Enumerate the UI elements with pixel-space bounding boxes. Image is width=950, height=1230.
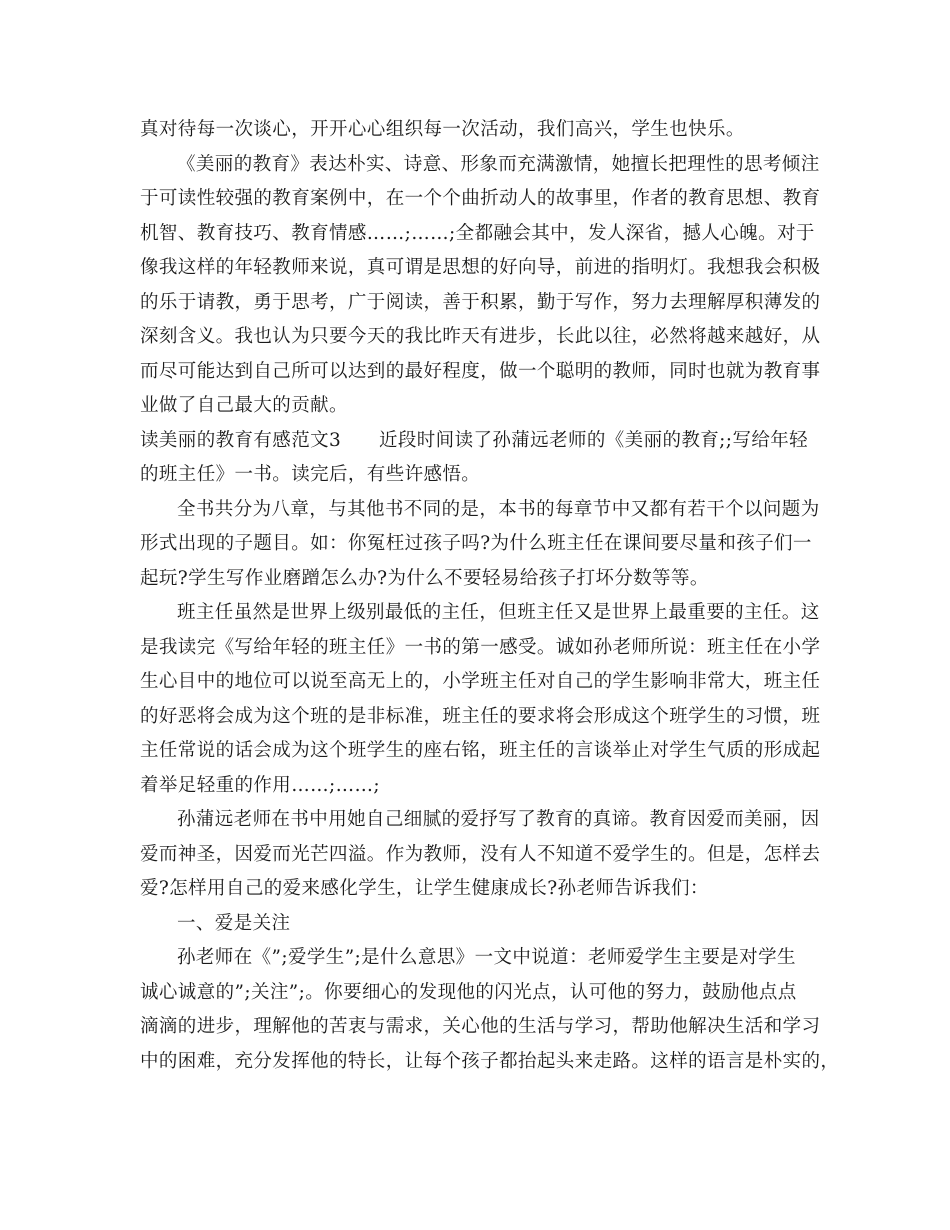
- text-line: 诚心诚意的”;关注”;。你要细心的发现他的闪光点，认可他的努力，鼓励他点点: [140, 981, 797, 1003]
- text-line: 主任常说的话会成为这个班学生的座右铭，班主任的言谈举止对学生气质的形成起: [140, 740, 821, 761]
- text-line: 起玩?学生写作业磨蹭怎么办?为什么不要轻易给孩子打坏分数等等。: [140, 567, 709, 589]
- text-line: 全书共分为八章，与其他书不同的是，本书的每章节中又都有若干个以问题为: [177, 498, 820, 520]
- document-body: [140, 113, 840, 1079]
- text-line: 一、爱是关注: [177, 912, 291, 934]
- text-line: 孙老师在《”;爱学生”;是什么意思》一文中说道：老师爱学生主要是对学生: [177, 947, 796, 968]
- text-line: 滴滴的进步，理解他的苦衷与需求，关心他的生活与学习，帮助他解决生活和学习: [140, 1016, 821, 1037]
- text-line: 着举足轻重的作用……;……;: [140, 774, 381, 796]
- text-line: 《美丽的教育》表达朴实、诗意、形象而充满激情，她擅长把理性的思考倾注: [177, 153, 820, 175]
- text-line: 业做了自己最大的贡献。: [140, 395, 348, 416]
- text-line: 的乐于请教，勇于思考，广于阅读，善于积累，勤于写作，努力去理解厚积薄发的: [140, 291, 821, 313]
- text-line: 爱而神圣，因爱而光芒四溢。作为教师，没有人不知道不爱学生的。但是，怎样去: [140, 843, 821, 865]
- text-line: 孙蒲远老师在书中用她自己细腻的爱抒写了教育的真谛。教育因爱而美丽，因: [177, 809, 820, 830]
- text-line: 的好恶将会成为这个班的是非标准，班主任的要求将会形成这个班学生的习惯，班: [140, 705, 821, 727]
- text-line: 中的困难，充分发挥他的特长，让每个孩子都抬起头来走路。这样的语言是朴实的，: [140, 1050, 840, 1072]
- text-line: 读美丽的教育有感范文3 近段时间读了孙蒲远老师的《美丽的教育;;写给年轻: [140, 429, 809, 451]
- text-line: 生心目中的地位可以说至高无上的，小学班主任对自己的学生影响非常大，班主任: [140, 671, 821, 692]
- text-line: 爱?怎样用自己的爱来感化学生，让学生健康成长?孙老师告诉我们：: [140, 878, 709, 899]
- text-line: 形式出现的子题目。如：你冤枉过孩子吗?为什么班主任在课间要尽量和孩子们一: [140, 533, 812, 554]
- text-line: 真对待每一次谈心，开开心心组织每一次活动，我们高兴，学生也快乐。: [140, 119, 745, 140]
- text-line: 深刻含义。我也认为只要今天的我比昨天有进步，长此以往，必然将越来越好，从: [140, 326, 821, 347]
- text-line: 机智、教育技巧、教育情感……;……;全都融会其中，发人深省，撼人心魄。对于: [140, 222, 815, 244]
- text-line: 的班主任》一书。读完后，有些许感悟。: [140, 464, 481, 485]
- text-line: 于可读性较强的教育案例中，在一个个曲折动人的故事里，作者的教育思想、教育: [140, 188, 821, 209]
- text-line: 是我读完《写给年轻的班主任》一书的第一感受。诚如孙老师所说：班主任在小学: [140, 636, 821, 658]
- text-line: 班主任虽然是世界上级别最低的主任，但班主任又是世界上最重要的主任。这: [177, 602, 820, 623]
- text-line: 像我这样的年轻教师来说，真可谓是思想的好向导，前进的指明灯。我想我会积极: [140, 257, 821, 278]
- text-line: 而尽可能达到自己所可以达到的最好程度，做一个聪明的教师，同时也就为教育事: [140, 360, 821, 382]
